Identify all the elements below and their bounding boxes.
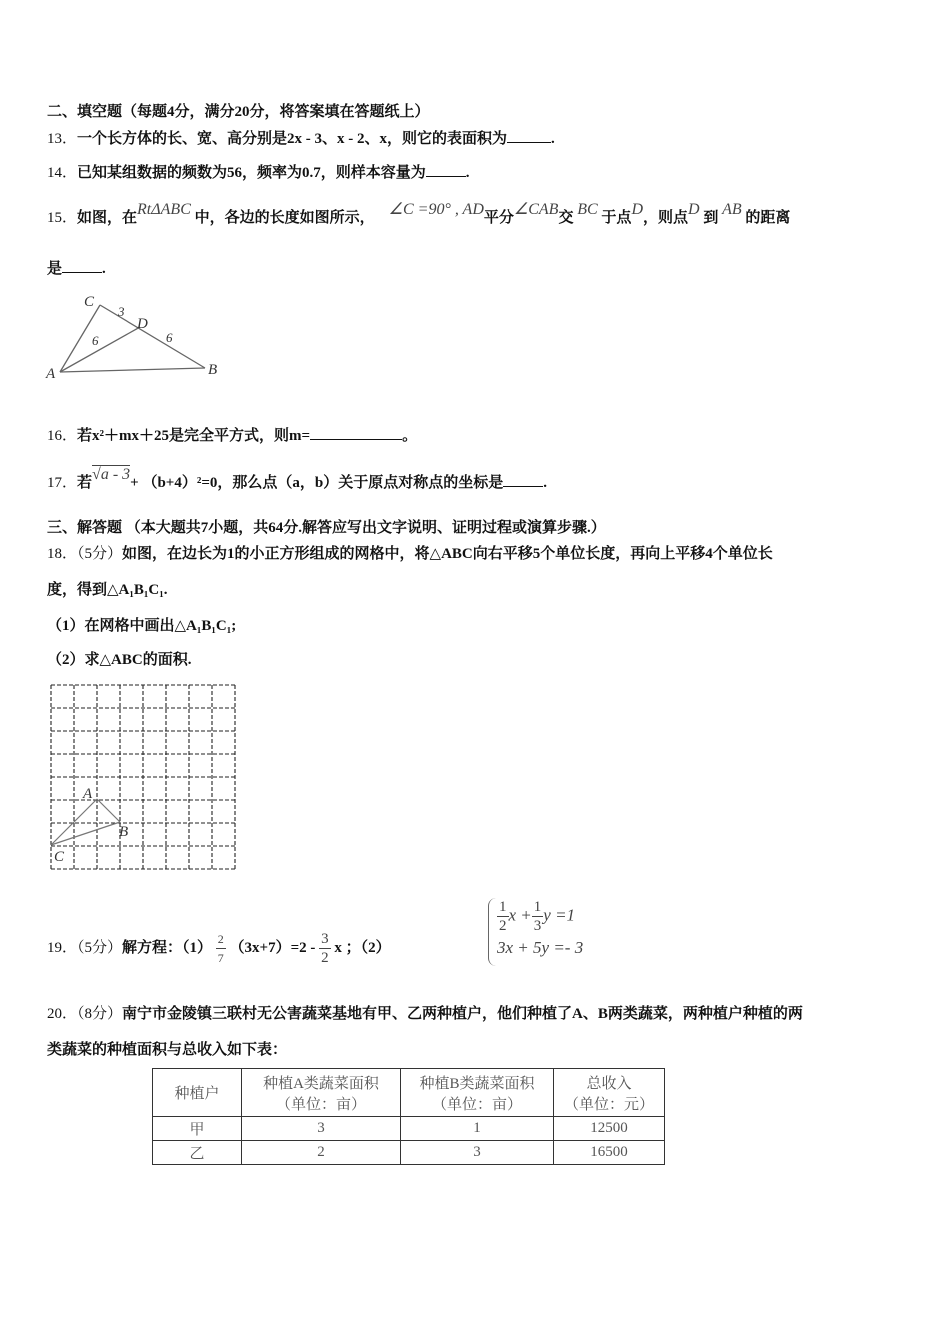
answer-blank[interactable] (426, 162, 466, 177)
question-18: 18．（5分）如图，在边长为1的小正方形组成的网格中，将△ABC向右平移5个单位长度，再向上平移4个单位长 (47, 546, 773, 562)
label-a: A (46, 366, 56, 382)
header-cell: 种植A类蔬菜面积 （单位：亩） (242, 1069, 401, 1117)
answer-blank[interactable] (507, 128, 551, 143)
label-ad: 6 (92, 333, 99, 348)
answer-blank[interactable] (310, 425, 402, 440)
question-20: 20．（8分）南宁市金陵镇三联村无公害蔬菜基地有甲、乙两种植户，他们种植了A、B两类蔬菜，两种植户种植的两 (47, 1006, 803, 1022)
side-ab (97, 799, 120, 822)
label-d: D (137, 316, 148, 332)
side-cb (100, 305, 205, 368)
side-ab (60, 368, 205, 372)
section2-title: 二、填空题（每题4分，满分20分，将答案填在答题纸上） (47, 104, 430, 120)
fraction-2-7: $\frac{2}{7}$ (217, 932, 224, 965)
side-bc (51, 822, 120, 845)
answer-blank[interactable] (503, 472, 543, 487)
segment-ad (60, 327, 140, 372)
label-db: 6 (166, 330, 173, 345)
label-b: B (119, 824, 129, 840)
equation-system: $\frac{1}{2}$ x + $\frac{1}{3}$ y =1 3x + 5y =- 3 (488, 898, 583, 966)
question-18-line2: 度，得到△A₁B₁C₁. (47, 582, 168, 598)
table-row: 乙 2 3 16500 (153, 1141, 665, 1165)
question-15-line2: 是 . (47, 258, 106, 279)
question-18-part2: （2）求△ABC的面积. (47, 652, 192, 668)
grid-figure-18 (45, 680, 245, 875)
table-row: 甲 3 1 12500 (153, 1117, 665, 1141)
header-cell: 种植B类蔬菜面积 （单位：亩） (401, 1069, 554, 1117)
question-17: 17．若√a - 3+ （b+4）²=0，那么点（a，b）关于原点对称点的坐标是 . (47, 466, 547, 491)
label-c: C (84, 294, 95, 310)
header-cell: 种植户 (153, 1069, 242, 1117)
label-a: A (83, 786, 93, 802)
table-header-row (153, 1069, 665, 1117)
label-cd: 3 (118, 304, 125, 319)
question-13: 13．一个长方体的长、宽、高分别是2x - 3、x - 2、x，则它的表面积为 . (47, 128, 555, 149)
label-c: C (54, 849, 65, 865)
planting-table (152, 1068, 665, 1165)
label-b: B (208, 362, 218, 378)
header-cell: 总收入 （单位：元） (554, 1069, 665, 1117)
question-15: 15．如图，在RtΔABC 中，各边的长度如图所示， ∠C =90° , AD平分∠CAB交 BC 于点D，则点D 到 AB 的距离 (47, 201, 791, 226)
question-16: 16．若x²＋mx＋25是完全平方式，则m= 。 (47, 425, 417, 446)
fraction-3-2: $\frac{3}{2}$ (321, 931, 329, 966)
question-20-line2: 类蔬菜的种植面积与总收入如下表： (47, 1042, 288, 1058)
question-14: 14．已知某组数据的频数为56，频率为0.7，则样本容量为 . (47, 162, 470, 183)
answer-blank[interactable] (62, 258, 102, 273)
triangle-figure-15 (40, 290, 230, 385)
section3-title: 三、解答题 （本大题共7小题，共64分.解答应写出文字说明、证明过程或演算步骤.） (47, 520, 606, 536)
question-19: 19．（5分）解方程：（1） $\frac{2}{7}$ （3x+7）=2 - $\frac{3}{2}$ x ；（2） (47, 931, 391, 966)
question-18-part1: （1）在网格中画出△A₁B₁C₁; (47, 618, 237, 634)
